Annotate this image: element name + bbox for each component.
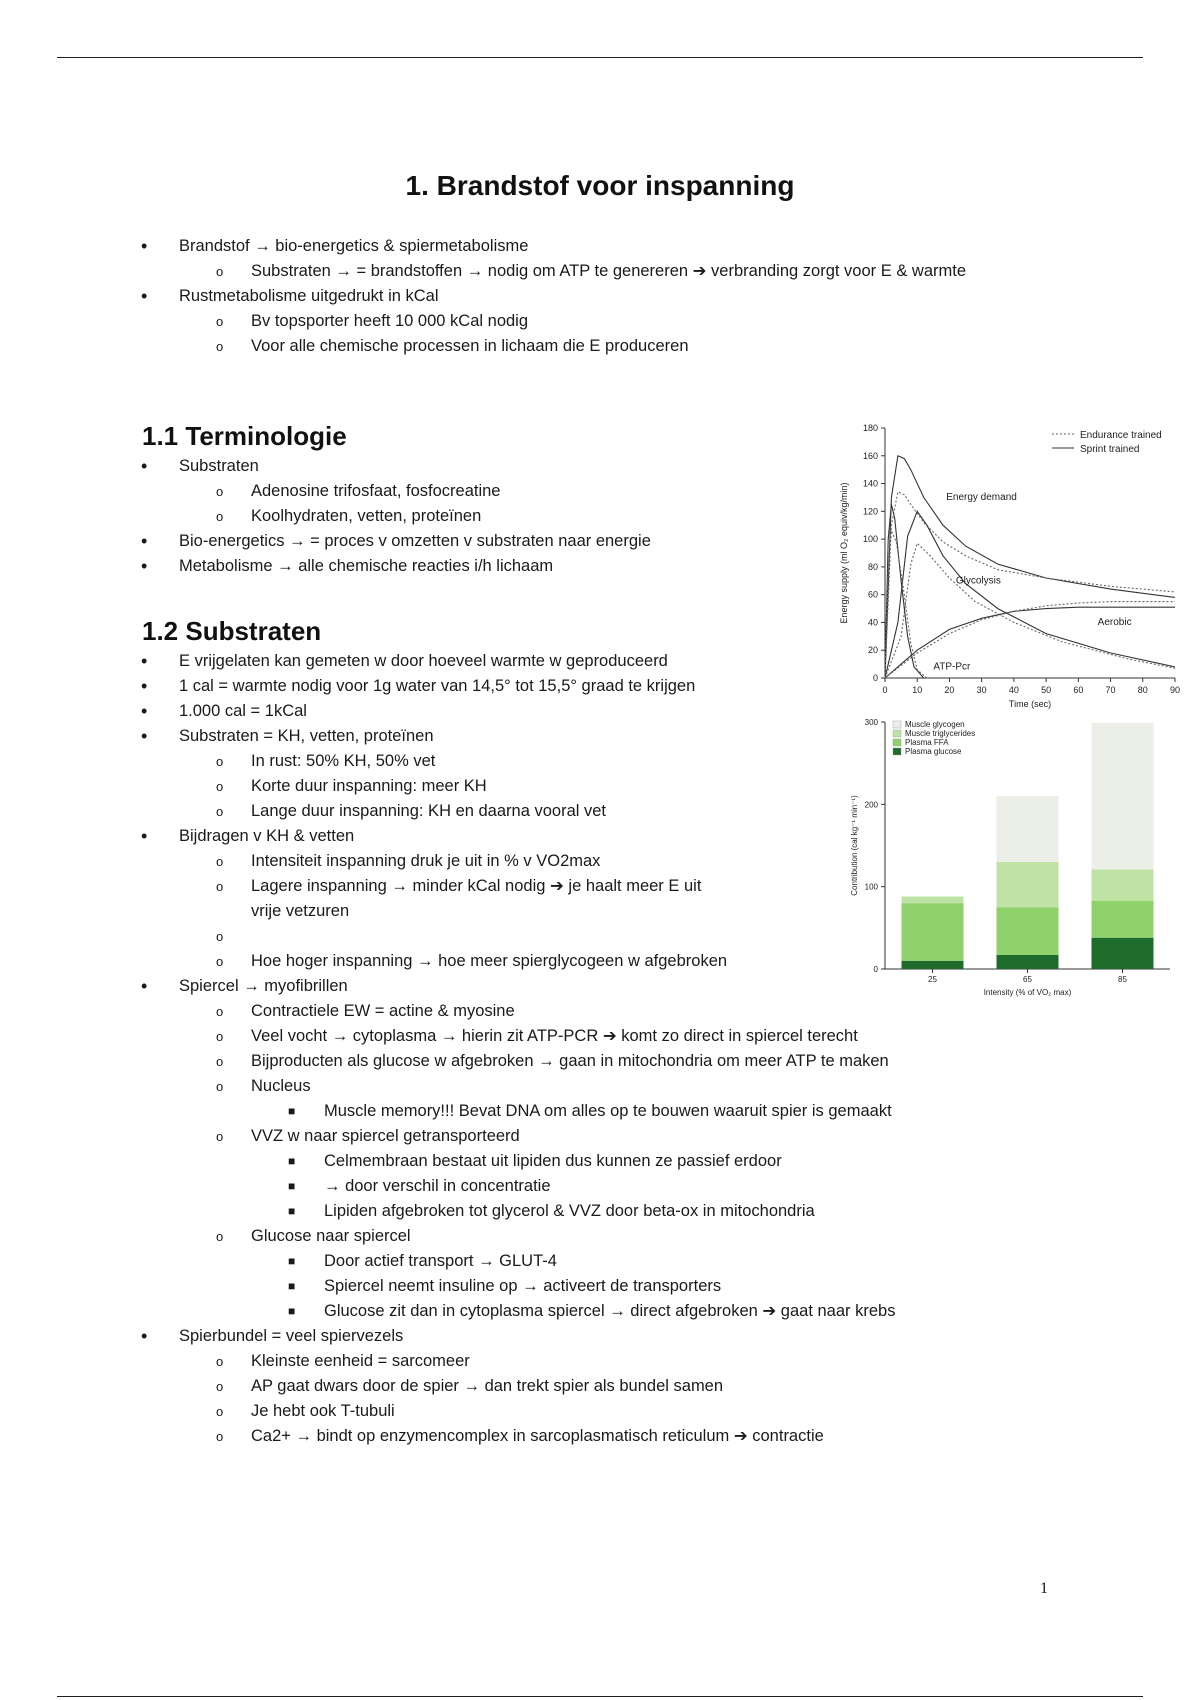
list-item: o Nucleus	[0, 1074, 1050, 1099]
circle-bullet-icon: o	[216, 314, 224, 329]
square-bullet-icon: ■	[288, 1179, 296, 1193]
x-tick-label: 40	[1008, 685, 1019, 695]
circle-bullet-icon: o	[216, 1079, 224, 1094]
bar-segment	[997, 796, 1059, 862]
circle-bullet-icon: o	[216, 1379, 224, 1394]
header-rule	[57, 57, 1143, 58]
y-tick-label: 100	[862, 534, 878, 545]
list-item: o Voor alle chemische processen in lichaam die E produceren	[0, 334, 1050, 359]
circle-bullet-icon: o	[216, 929, 224, 944]
x-tick-label: 20	[944, 685, 955, 695]
list-item: o Contractiele EW = actine & myosine	[0, 999, 1050, 1024]
list-item: o Intensiteit inspanning druk je uit in % v VO2max	[0, 849, 1050, 874]
list-item: • Substraten	[0, 454, 800, 479]
bullet-icon: •	[141, 556, 148, 576]
bar-segment	[1092, 938, 1154, 969]
list-item: o VVZ w naar spiercel getransporteerd	[0, 1124, 1050, 1149]
circle-bullet-icon: o	[216, 779, 224, 794]
bullet-icon: •	[141, 826, 148, 846]
bullet-icon: •	[141, 701, 148, 721]
y-tick-label: 0	[873, 965, 878, 974]
y-tick-label: 20	[867, 645, 878, 656]
bullet-icon: •	[141, 1326, 148, 1346]
bar-segment	[997, 955, 1059, 969]
legend-swatch	[893, 748, 901, 755]
list-item: ■ Lipiden afgebroken tot glycerol & VVZ door beta-ox in mitochondria	[0, 1199, 1050, 1224]
square-bullet-icon: ■	[288, 1154, 296, 1168]
bullet-icon: •	[141, 236, 148, 256]
section-heading: 1.1 Terminologie	[142, 421, 347, 451]
y-tick-label: 300	[864, 718, 878, 727]
y-tick-label: 40	[867, 617, 878, 628]
legend-label: Sprint trained	[1080, 444, 1140, 455]
square-bullet-icon: ■	[288, 1104, 296, 1118]
list-item: o Je hebt ook T-tubuli	[0, 1399, 1050, 1424]
list-item: o Lange duur inspanning: KH en daarna vooral vet	[0, 799, 1050, 824]
annotation-label: Aerobic	[1097, 617, 1132, 629]
square-bullet-icon: ■	[288, 1304, 296, 1318]
x-tick-label: 65	[1023, 975, 1032, 984]
legend-swatch	[893, 739, 901, 746]
bullet-icon: •	[141, 651, 148, 671]
circle-bullet-icon: o	[216, 1429, 224, 1444]
x-axis-label: Time (sec)	[1008, 699, 1052, 709]
circle-bullet-icon: o	[216, 264, 224, 279]
list-item: ■ Muscle memory!!! Bevat DNA om alles op te bouwen waaruit spier is gemaakt	[0, 1099, 1050, 1124]
list-item: • Bijdragen v KH & vetten	[0, 824, 1050, 849]
circle-bullet-icon: o	[216, 509, 224, 524]
list-item: o Hoe hoger inspanning → hoe meer spierglycogeen w afgebroken	[0, 949, 1050, 974]
circle-bullet-icon: o	[216, 1054, 224, 1069]
x-tick-label: 70	[1105, 685, 1116, 695]
circle-bullet-icon: o	[216, 1029, 224, 1044]
circle-bullet-icon: o	[216, 1129, 224, 1144]
page-number: 1	[1040, 1580, 1048, 1597]
circle-bullet-icon: o	[216, 879, 224, 894]
annotation-label: Energy demand	[946, 492, 1017, 504]
series-line	[885, 602, 1175, 678]
list-item: o Koolhydraten, vetten, proteïnen	[0, 504, 800, 529]
energy-supply-chart-svg	[800, 418, 1192, 710]
list-item: • Brandstof → bio-energetics & spiermetabolisme	[0, 234, 1050, 259]
list-item: ■ Door actief transport → GLUT-4	[0, 1249, 1050, 1274]
list-item: ■ Celmembraan bestaat uit lipiden dus kunnen ze passief erdoor	[0, 1149, 1050, 1174]
list-item: o Korte duur inspanning: meer KH	[0, 774, 1050, 799]
x-tick-label: 60	[1073, 685, 1084, 695]
list-item: • Spierbundel = veel spiervezels	[0, 1324, 1050, 1349]
substrate-contribution-chart	[800, 712, 1192, 1012]
bar-segment	[902, 961, 964, 969]
list-item: o Adenosine trifosfaat, fosfocreatine	[0, 479, 800, 504]
circle-bullet-icon: o	[216, 754, 224, 769]
list-item: o Kleinste eenheid = sarcomeer	[0, 1349, 1050, 1374]
list-item: o Bv topsporter heeft 10 000 kCal nodig	[0, 309, 1050, 334]
circle-bullet-icon: o	[216, 1404, 224, 1419]
y-tick-label: 200	[864, 800, 878, 810]
annotation-label: Glycolysis	[955, 575, 1001, 587]
series-line	[885, 492, 1175, 678]
list-item: ■ Spiercel neemt insuline op → activeert de transporters	[0, 1274, 1050, 1299]
section-heading: 1.2 Substraten	[142, 616, 322, 646]
substrate-contribution-chart-svg	[800, 712, 1192, 1012]
x-tick-label: 10	[912, 685, 923, 695]
list-item: o Ca2+ → bindt op enzymencomplex in sarcoplasmatisch reticulum ➔ contractie	[0, 1424, 1050, 1449]
legend-swatch	[893, 730, 901, 737]
bar-segment	[1092, 901, 1154, 938]
footer-rule	[57, 1696, 1143, 1697]
legend-label: Plasma glucose	[905, 747, 962, 756]
bullet-icon: •	[141, 456, 148, 476]
list-item: o Lagere inspanning → minder kCal nodig ➔ je haalt meer E uit	[0, 874, 1050, 899]
x-tick-label: 25	[928, 975, 937, 984]
list-item: ■ → door verschil in concentratie	[0, 1174, 1050, 1199]
y-tick-label: 60	[867, 589, 878, 600]
bar-segment	[902, 903, 964, 961]
y-tick-label: 80	[867, 561, 878, 572]
circle-bullet-icon: o	[216, 1004, 224, 1019]
x-tick-label: 50	[1041, 685, 1052, 695]
annotation-label: ATP-Pcr	[933, 661, 971, 673]
circle-bullet-icon: o	[216, 1229, 224, 1244]
legend-swatch	[893, 721, 901, 728]
list-item-continuation: vrije vetzuren	[251, 902, 350, 920]
list-item: • Metabolisme → alle chemische reacties i/h lichaam	[0, 554, 800, 579]
series-line	[885, 511, 1175, 678]
y-tick-label: 100	[864, 882, 878, 892]
y-tick-label: 0	[872, 673, 878, 683]
section-terminologie	[0, 419, 800, 579]
circle-bullet-icon: o	[216, 954, 224, 969]
bar-segment	[997, 862, 1059, 907]
square-bullet-icon: ■	[288, 1254, 296, 1268]
list-item: • Bio-energetics → = proces v omzetten v substraten naar energie	[0, 529, 800, 554]
list-item: o In rust: 50% KH, 50% vet	[0, 749, 1050, 774]
list-item: • 1 cal = warmte nodig voor 1g water van 14,5° tot 15,5° graad te krijgen	[0, 674, 1050, 699]
legend-label: Plasma FFA	[905, 738, 949, 747]
energy-supply-chart	[800, 418, 1192, 710]
square-bullet-icon: ■	[288, 1204, 296, 1218]
circle-bullet-icon: o	[216, 484, 224, 499]
bar-segment	[902, 897, 964, 904]
x-axis-label: Intensity (% of VO₂ max)	[983, 988, 1072, 997]
list-item: • Rustmetabolisme uitgedrukt in kCal	[0, 284, 1050, 309]
bar-segment	[1092, 723, 1154, 870]
list-item: o Veel vocht → cytoplasma → hierin zit ATP-PCR ➔ komt zo direct in spiercel terecht	[0, 1024, 1050, 1049]
y-tick-label: 180	[862, 423, 878, 433]
y-tick-label: 160	[862, 450, 878, 461]
intro-list	[0, 234, 1050, 359]
circle-bullet-icon: o	[216, 804, 224, 819]
list-item: • E vrijgelaten kan gemeten w door hoeveel warmte w geproduceerd	[0, 649, 1050, 674]
y-tick-label: 120	[862, 506, 878, 517]
bullet-icon: •	[141, 286, 148, 306]
legend-label: Muscle triglycerides	[905, 729, 976, 738]
list-item: o Bijproducten als glucose w afgebroken → gaan in mitochondria om meer ATP te maken	[0, 1049, 1050, 1074]
legend-label: Muscle glycogen	[905, 720, 965, 729]
list-item: • Spiercel → myofibrillen	[0, 974, 1050, 999]
x-tick-label: 80	[1137, 685, 1148, 695]
circle-bullet-icon: o	[216, 339, 224, 354]
bullet-icon: •	[141, 726, 148, 746]
list-item: • Substraten = KH, vetten, proteïnen	[0, 724, 1050, 749]
circle-bullet-icon: o	[216, 1354, 224, 1369]
list-item: o AP gaat dwars door de spier → dan trekt spier als bundel samen	[0, 1374, 1050, 1399]
circle-bullet-icon: o	[216, 854, 224, 869]
list-item: o Glucose naar spiercel	[0, 1224, 1050, 1249]
x-tick-label: 0	[882, 685, 888, 695]
x-tick-label: 90	[1169, 685, 1181, 695]
list-item: • 1.000 cal = 1kCal	[0, 699, 1050, 724]
list-item: o Substraten → = brandstoffen → nodig om ATP te genereren ➔ verbranding zorgt voor E & warmte	[0, 259, 1011, 284]
x-tick-label: 85	[1118, 975, 1127, 984]
series-line	[885, 456, 1175, 678]
page-title: 1. Brandstof voor inspanning	[405, 170, 795, 201]
square-bullet-icon: ■	[288, 1279, 296, 1293]
y-tick-label: 140	[862, 478, 878, 489]
legend-label: Endurance trained	[1080, 430, 1162, 441]
x-tick-label: 30	[976, 685, 987, 695]
bullet-icon: •	[141, 976, 148, 996]
bar-segment	[997, 907, 1059, 955]
y-axis-label: Energy supply (ml O₂ equiv/kg/min)	[839, 482, 849, 624]
bullet-icon: •	[141, 531, 148, 551]
list-item: ■ Glucose zit dan in cytoplasma spiercel → direct afgebroken ➔ gaat naar krebs	[0, 1299, 1050, 1324]
bullet-icon: •	[141, 676, 148, 696]
y-axis-label: Contribution (cal kg⁻¹ min⁻¹)	[850, 795, 859, 896]
bar-segment	[1092, 869, 1154, 900]
